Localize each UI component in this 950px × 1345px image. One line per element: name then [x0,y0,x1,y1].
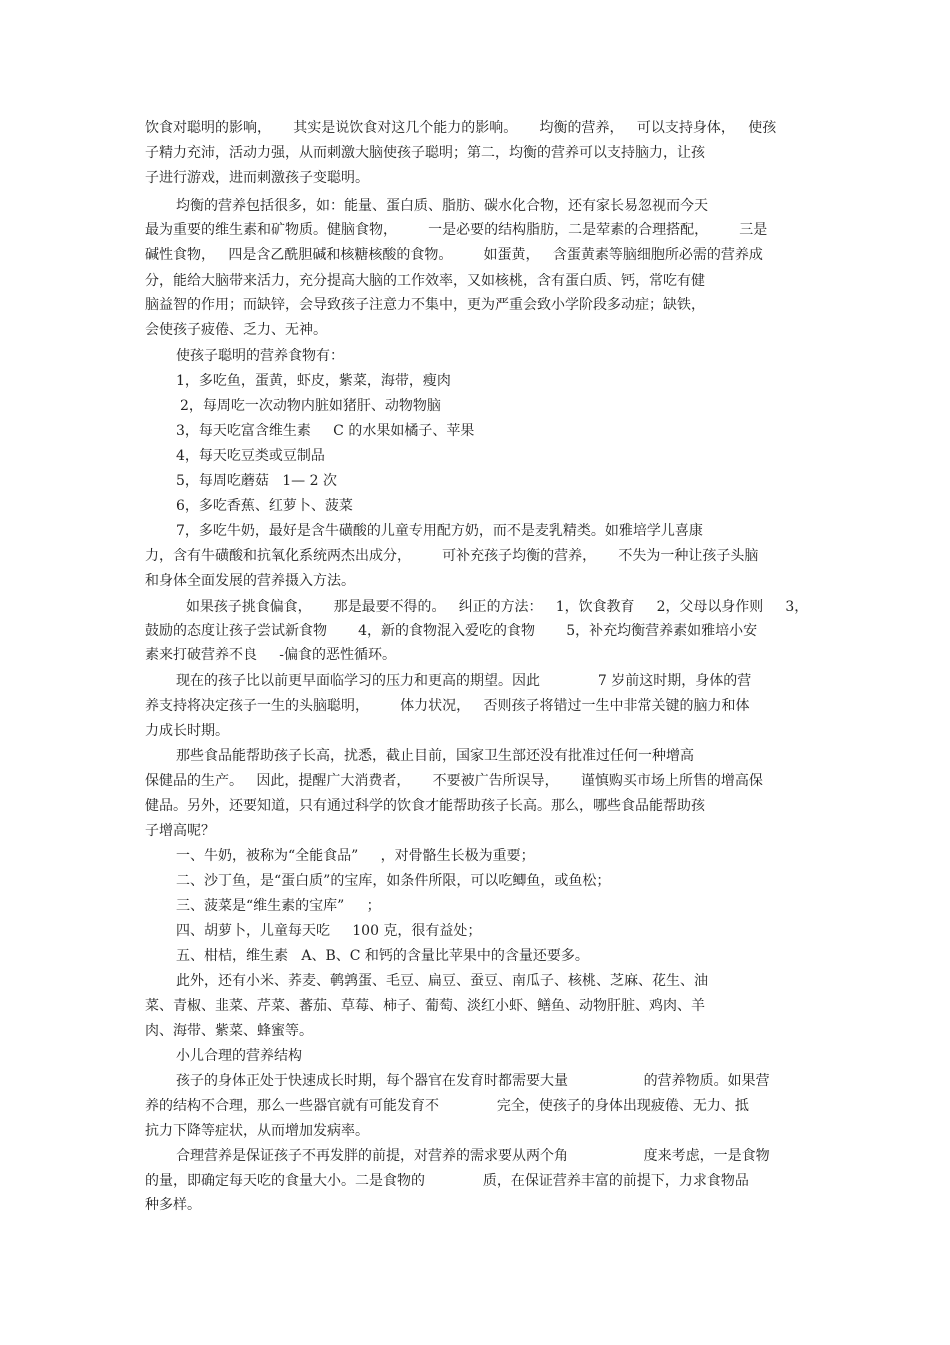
text-line: 健品。另外，还要知道，只有通过科学的饮食才能帮助孩子长高。那么，哪些食品能帮助孩 [145,798,705,814]
list-item: 二、沙丁鱼，是“蛋白质”的宝库，如条件所限，可以吃鲫鱼，或鱼松； [176,873,611,889]
text-line: 肉、海带、紫菜、蜂蜜等。 [145,1023,313,1039]
text-line: 孩子的身体正处于快速成长时期，每个器官在发育时都需要大量 的营养物质。如果营 [176,1073,770,1089]
text-line: 养支持将决定孩子一生的头脑聪明， 体力状况， 否则孩子将错过一生中非常关键的脑力和体 [145,698,750,714]
section-heading: 小儿合理的营养结构 [176,1048,302,1064]
text-line: 的量，即确定每天吃的食量大小。二是食物的 质，在保证营养丰富的前提下，力求食物品 [145,1173,749,1189]
list-item: 三、菠菜是“维生素的宝库” ； [176,898,381,914]
list-item: 5，每周吃蘑菇 1— 2 次 [176,473,337,489]
text-line: 子增高呢？ [145,823,215,839]
text-line: 那些食品能帮助孩子长高，扰悉，截止目前，国家卫生部还没有批准过任何一种增高 [176,748,694,764]
text-line: 菜、青椒、韭菜、芹菜、蕃茄、草莓、柿子、葡萄、淡红小虾、鳝鱼、动物肝脏、鸡肉、羊 [145,998,705,1014]
text-line: 如果孩子挑食偏食， 那是最要不得的。 纠正的方法： 1，饮食教育 2，父母以身作则 3， [186,599,809,615]
text-line: 现在的孩子比以前更早面临学习的压力和更高的期望。因此 7 岁前这时期，身体的营 [176,673,752,689]
text-line: 此外，还有小米、荞麦、鹌鹑蛋、毛豆、扁豆、蚕豆、南瓜子、核桃、芝麻、花生、油 [176,973,708,989]
list-item: 6，多吃香蕉、红萝卜、菠菜 [176,498,353,514]
text-line: 脑益智的作用；而缺锌，会导致孩子注意力不集中，更为严重会致小学阶段多动症；缺铁， [145,297,705,313]
text-line: 分，能给大脑带来活力，充分提高大脑的工作效率，又如核桃，含有蛋白质、钙，常吃有健 [145,273,705,289]
text-line: 素来打破营养不良 -偏食的恶性循环。 [145,647,396,663]
text-line: 会使孩子疲倦、乏力、无神。 [145,322,327,338]
text-line: 鼓励的态度让孩子尝试新食物 4，新的食物混入爱吃的食物 5，补充均衡营养素如雅培小安 [145,623,758,639]
list-item: 一、牛奶，被称为“全能食品” ，对骨骼生长极为重要； [176,848,535,864]
text-line: 抗力下降等症状，从而增加发病率。 [145,1123,369,1139]
text-line: 力成长时期。 [145,723,229,739]
list-item: 2，每周吃一次动物内脏如猪肝、动物物脑 [180,398,441,414]
list-item: 1，多吃鱼，蛋黄，虾皮，紫菜，海带，瘦肉 [176,373,451,389]
text-line: 饮食对聪明的影响， 其实是说饮食对这几个能力的影响。 均衡的营养， 可以支持身体， 使孩 [145,120,777,136]
text-line: 子进行游戏，进而刺激孩子变聪明。 [145,170,369,186]
text-line: 养的结构不合理，那么一些器官就有可能发育不 完全，使孩子的身体出现疲倦、无力、抵 [145,1098,749,1114]
text-line: 和身体全面发展的营养摄入方法。 [145,573,355,589]
text-line: 力，含有牛磺酸和抗氧化系统两杰出成分， 可补充孩子均衡的营养， 不失为一种让孩子头脑 [145,548,759,564]
text-line: 碱性食物， 四是含乙酰胆碱和核糖核酸的食物。 如蛋黄， 含蛋黄素等脑细胞所必需的营养成 [145,247,763,263]
text-line: 使孩子聪明的营养食物有： [176,348,344,364]
text-line: 保健品的生产。 因此，提醒广大消费者， 不要被广告所误导， 谨慎购买市场上所售的增高保 [145,773,763,789]
list-item: 3，每天吃富含维生素 C 的水果如橘子、苹果 [176,423,475,439]
text-line: 均衡的营养包括很多，如：能量、蛋白质、脂肪、碳水化合物，还有家长易忽视而今天 [176,198,708,214]
list-item: 五、柑桔，维生素 A、B、C 和钙的含量比苹果中的含量还要多。 [176,948,589,964]
text-line: 合理营养是保证孩子不再发胖的前提，对营养的需求要从两个角 度来考虑，一是食物 [176,1148,770,1164]
list-item: 四、胡萝卜，儿童每天吃 100 克，很有益处； [176,923,482,939]
text-line: 子精力充沛，活动力强，从而刺激大脑使孩子聪明；第二，均衡的营养可以支持脑力，让孩 [145,145,705,161]
text-line: 种多样。 [145,1197,201,1213]
list-item: 7，多吃牛奶，最好是含牛磺酸的儿童专用配方奶，而不是麦乳精类。如雅培学儿喜康 [176,523,703,539]
text-line: 最为重要的维生素和矿物质。健脑食物， 一是必要的结构脂肪，二是荤素的合理搭配， 三是 [145,222,768,238]
list-item: 4，每天吃豆类或豆制品 [176,448,325,464]
